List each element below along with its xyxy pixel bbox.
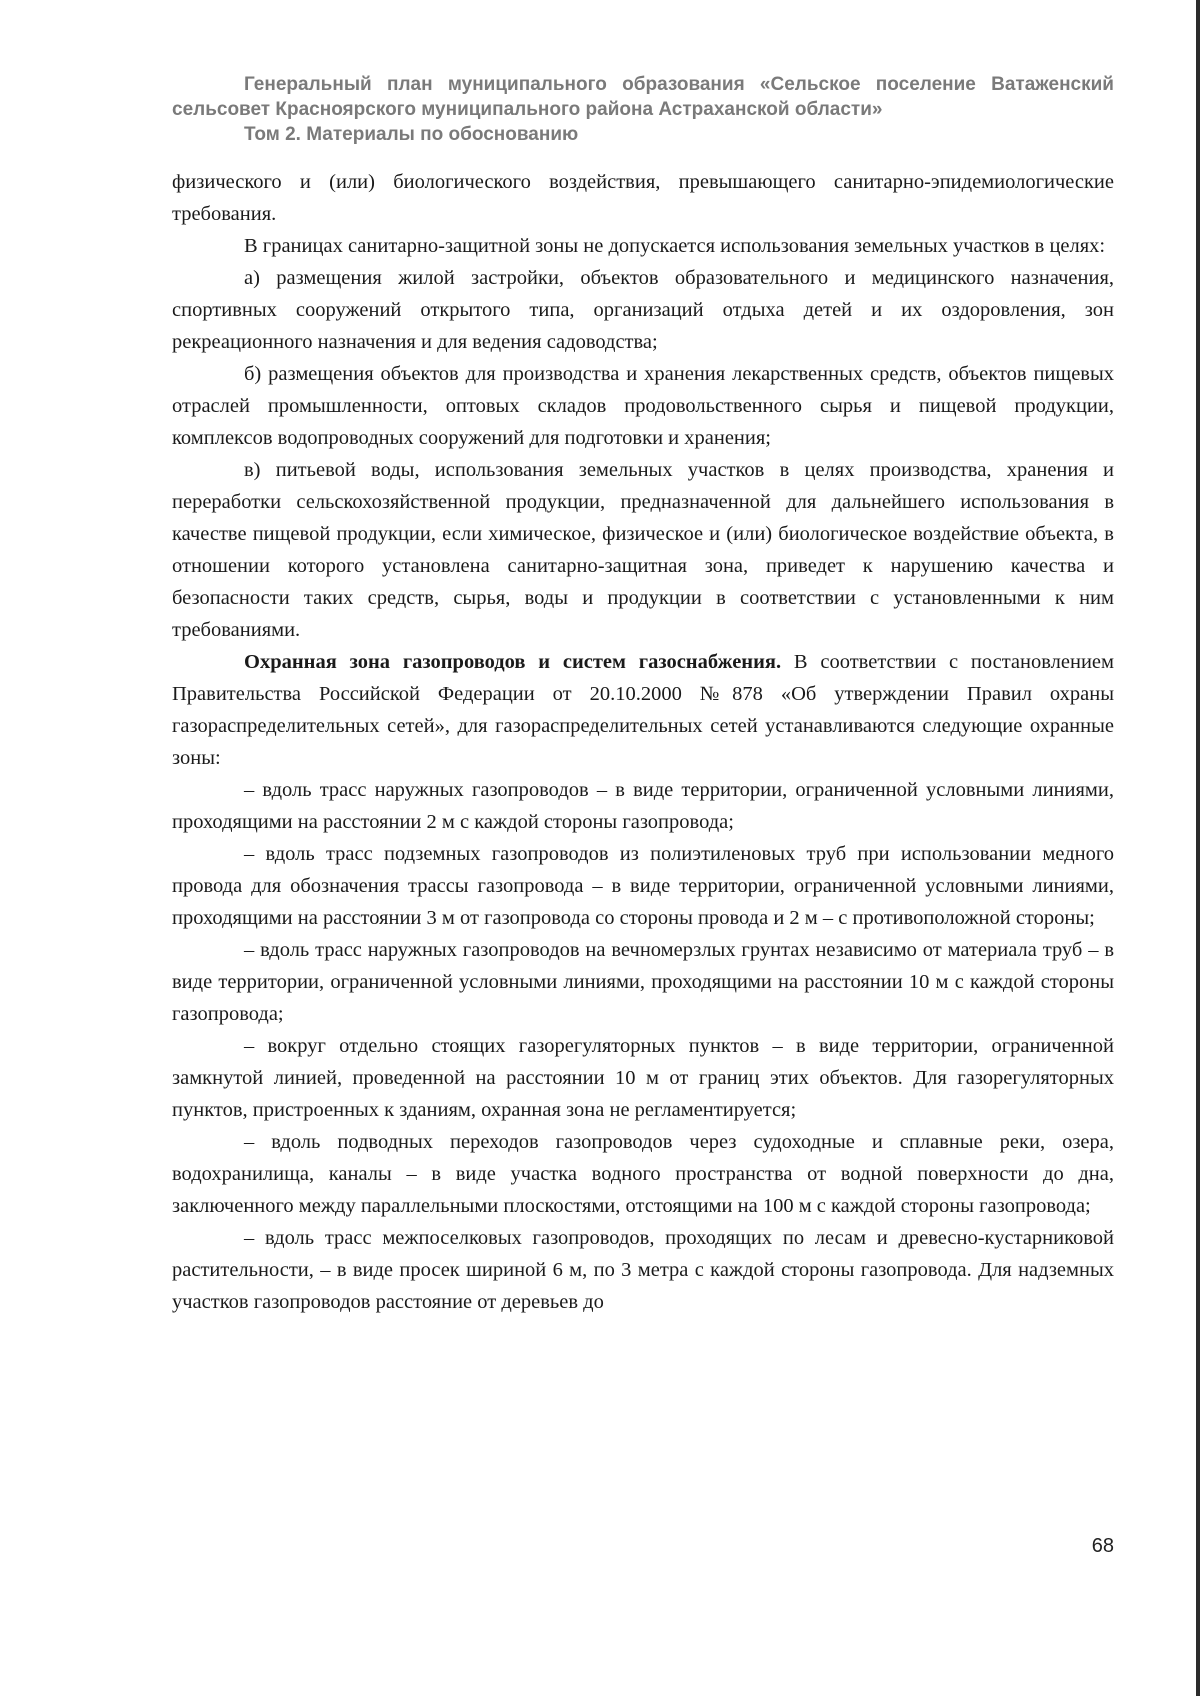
list-item: – вдоль подводных переходов газопроводов через судоходные и сплавные реки, озера, водохранилища, каналы – в виде участка водного пространства от водной поверхности до дна, заключенного между параллельными плоскостями, отстоящими на 100 м с каждой стороны газопровода;: [172, 1131, 1114, 1217]
paragraph-text: В соответствии с постановлением Правительства Российской Федерации от 20.10.2000 №878 «Об утверждении Правил охраны газораспределительных сетей», для газораспределительных сетей устанавливаются следующие охранные зоны:: [172, 651, 1115, 769]
page-edge: [1196, 0, 1200, 1696]
header-volume: Том 2. Материалы по обоснованию: [244, 124, 579, 145]
list-item: – вокруг отдельно стоящих газорегуляторных пунктов – в виде территории, ограниченной замкнутой линией, проведенной на расстоянии 10 м от границ этих объектов. Для газорегуляторных пунктов, пристроенных к зданиям, охранная зона не регламентируется;: [172, 1035, 1114, 1121]
paragraph: В границах санитарно-защитной зоны не допускается использования земельных участков в целях:: [244, 235, 1106, 257]
list-item: – вдоль трасс наружных газопроводов на вечномерзлых грунтах независимо от материала труб – в виде территории, ограниченной условными линиями, проходящими на расстоянии 10 м с каждой стороны газопровода;: [172, 939, 1114, 1025]
paragraph: [172, 646, 1114, 774]
list-item: а) размещения жилой застройки, объектов образовательного и медицинского назначения, спортивных сооружений открытого типа, организаций отдыха детей и их оздоровления, зон рекреационного назначения и для ведения садоводства;: [172, 267, 1114, 353]
header-title: Генеральный план муниципального образования «Сельское поселение Ватаженский сельсовет Красноярского муниципального района Астраханской области»: [172, 74, 1114, 120]
list-item: б) размещения объектов для производства и хранения лекарственных средств, объектов пищевых отраслей промышленности, оптовых складов продовольственного сырья и пищевой продукции, комплексов водопроводных сооружений для подготовки и хранения;: [172, 363, 1114, 449]
list-item: в) питьевой воды, использования земельных участков в целях производства, хранения и переработки сельскохозяйственной продукции, предназначенной для дальнейшего использования в качестве пищевой продукции, если химическое, физическое и (или) биологическое воздействие объекта, в отношении которого установлена санитарно-защитная зона, приведет к нарушению качества и безопасности таких средств, сырья, воды и продукции в соответствии с установленными к ним требованиями.: [172, 459, 1114, 641]
paragraph: физического и (или) биологического воздействия, превышающего санитарно-эпидемиологические требования.: [172, 171, 1114, 225]
page-number: 68: [1091, 1535, 1114, 1557]
list-item: – вдоль трасс межпоселковых газопроводов, проходящих по лесам и древесно-кустарниковой растительности, – в виде просек шириной 6 м, по 3 метра с каждой стороны газопровода. Для надземных участков газопроводов расстояние от деревьев до: [172, 1227, 1114, 1313]
document-body: [172, 166, 1114, 1318]
list-item: – вдоль трасс подземных газопроводов из полиэтиленовых труб при использовании медного провода для обозначения трассы газопровода – в виде территории, ограниченной условными линиями, проходящими на расстоянии 3 м от газопровода со стороны провода и 2 м – с противоположной стороны;: [172, 843, 1114, 929]
running-header: [172, 72, 1114, 147]
list-item: – вдоль трасс наружных газопроводов – в виде территории, ограниченной условными линиями, проходящими на расстоянии 2 м с каждой стороны газопровода;: [172, 779, 1114, 833]
section-heading: Охранная зона газопроводов и систем газоснабжения.: [244, 651, 782, 673]
